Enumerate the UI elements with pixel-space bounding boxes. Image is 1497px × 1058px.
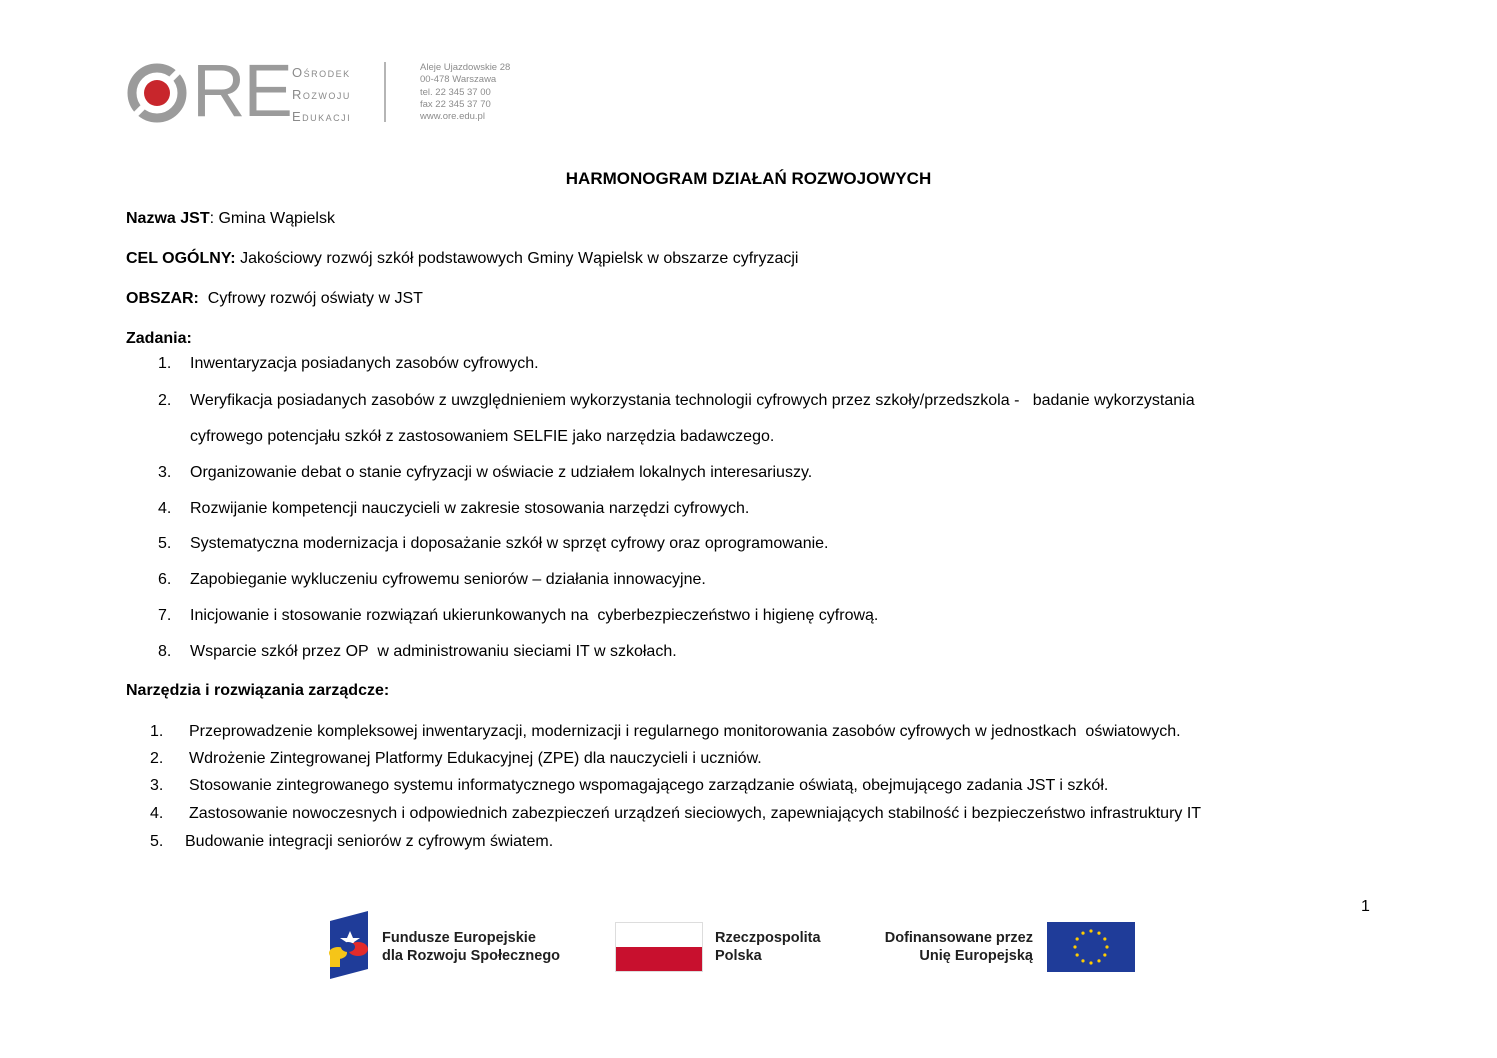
task-number: 1. (158, 355, 172, 372)
task-number: 2. (158, 392, 172, 409)
website-line: www.ore.edu.pl (420, 111, 485, 123)
task-number: 7. (158, 607, 172, 624)
eu-flag-icon (1047, 922, 1135, 972)
task-continuation: cyfrowego potencjału szkół z zastosowaniem SELFIE jako narzędzia badawczego. (190, 428, 775, 445)
task-text: Zapobieganie wykluczeniu cyfrowemu seniorów – działania innowacyjne. (190, 571, 706, 588)
field-jst-name (126, 210, 335, 228)
ore-logo (126, 49, 526, 132)
tool-item (150, 805, 1201, 823)
field-area (126, 290, 423, 308)
task-item (158, 643, 677, 661)
fundusze-europejskie-text (382, 929, 560, 965)
eu-star-icon (1076, 953, 1079, 956)
eu-line: Dofinansowane przez (884, 930, 1033, 946)
tool-text: Przeprowadzenie kompleksowej inwentaryzacji, modernizacji i regularnego monitorowania zasobów cyfrowych w jednostkach oświatowych. (189, 723, 1181, 740)
task-item (158, 607, 878, 625)
task-text: Inicjowanie i stosowanie rozwiązań ukierunkowanych na cyberbezpieczeństwo i higienę cyfrową. (190, 607, 879, 624)
field-label: OBSZAR: (126, 290, 199, 307)
pl-line: Polska (715, 948, 762, 964)
task-number: 3. (158, 464, 172, 481)
eu-star-icon (1081, 932, 1084, 935)
org-address (420, 62, 510, 123)
logo-divider (384, 62, 386, 122)
tool-text: Wdrożenie Zintegrowanej Platformy Edukacyjnej (ZPE) dla nauczycieli i uczniów. (189, 750, 762, 767)
tool-number: 1. (150, 723, 164, 740)
org-name-line: Rozwoju (292, 87, 351, 102)
field-label: CEL OGÓLNY: (126, 250, 236, 267)
task-number: 8. (158, 643, 172, 660)
tool-text: Stosowanie zintegrowanego systemu informatycznego wspomagającego zarządzanie oświatą, obejmującego zadania JST i szkół. (189, 777, 1109, 794)
eu-star-icon (1089, 961, 1092, 964)
field-value: Gmina Wąpielsk (218, 210, 335, 227)
eu-line: Unię Europejską (919, 948, 1033, 964)
eu-star-icon (1073, 945, 1076, 948)
fax-line: fax 22 345 37 70 (420, 98, 491, 110)
fundusze-europejskie-logo-icon (328, 911, 370, 979)
tool-item (150, 833, 553, 851)
address-line: Aleje Ujazdowskie 28 (420, 62, 511, 73)
eu-star-icon (1097, 932, 1100, 935)
ore-letters: RE (192, 49, 291, 132)
eu-star-icon (1081, 959, 1084, 962)
eu-star-icon (1105, 945, 1108, 948)
eu-star-icon (1103, 937, 1106, 940)
field-separator (199, 290, 208, 307)
org-name-line: Ośrodek (292, 65, 351, 80)
document-title: HARMONOGRAM DZIAŁAŃ ROZWOJOWYCH (565, 169, 932, 188)
task-text: Systematyczna modernizacja i doposażanie szkół w sprzęt cyfrowy oraz oprogramowanie. (190, 535, 829, 552)
field-value: Jakościowy rozwój szkół podstawowych Gminy Wąpielsk w obszarze cyfryzacji (240, 250, 799, 267)
task-item (158, 392, 1195, 410)
field-separator: : (209, 210, 219, 227)
tool-number: 5. (150, 833, 164, 850)
tool-item (150, 750, 762, 768)
tools-heading: Narzędzia i rozwiązania zarządcze: (126, 682, 390, 699)
ore-circle-icon (126, 62, 188, 124)
org-name-line: Edukacji (292, 109, 352, 124)
task-text: Weryfikacja posiadanych zasobów z uwzględnieniem wykorzystania technologii cyfrowych przez szkoły/przedszkola - badanie wykorzystania (190, 392, 1195, 409)
eu-star-icon (1097, 959, 1100, 962)
org-name (292, 62, 351, 128)
task-number: 5. (158, 535, 172, 552)
tool-number: 3. (150, 777, 164, 794)
tool-item (150, 723, 1181, 741)
field-label: Nazwa JST (126, 210, 210, 227)
eu-star-icon (1089, 929, 1092, 932)
eu-cofinanced-text (860, 929, 1033, 965)
polish-flag-icon (615, 922, 703, 972)
tool-number: 2. (150, 750, 164, 767)
task-item (158, 464, 812, 482)
fe-line: dla Rozwoju Społecznego (382, 948, 561, 964)
task-text: Wsparcie szkół przez OP w administrowaniu sieciami IT w szkołach. (190, 643, 677, 660)
task-text: Rozwijanie kompetencji nauczycieli w zakresie stosowania narzędzi cyfrowych. (190, 500, 750, 517)
task-number: 6. (158, 571, 172, 588)
task-item (158, 355, 539, 373)
rzeczpospolita-polska-text (715, 929, 821, 965)
eu-star-icon (1076, 937, 1079, 940)
task-item (158, 571, 706, 589)
tool-item (150, 777, 1108, 795)
fe-line: Fundusze Europejskie (382, 930, 536, 946)
eu-star-icon (1103, 953, 1106, 956)
address-line: 00-478 Warszawa (420, 74, 497, 86)
pl-line: Rzeczpospolita (715, 930, 821, 946)
tool-number: 4. (150, 805, 164, 822)
field-general-goal (126, 250, 798, 268)
field-value: Cyfrowy rozwój oświaty w JST (207, 290, 423, 307)
tool-text: Budowanie integracji seniorów z cyfrowym światem. (185, 833, 554, 850)
task-item (158, 500, 749, 518)
task-text: Organizowanie debat o stanie cyfryzacji w oświacie z udziałem lokalnych interesariuszy. (190, 464, 813, 481)
tool-text: Zastosowanie nowoczesnych i odpowiednich zabezpieczeń urządzeń sieciowych, zapewniających stabilność i bezpieczeństwo infrastruktury IT (189, 805, 1202, 822)
task-item (158, 535, 829, 553)
task-text: Inwentaryzacja posiadanych zasobów cyfrowych. (190, 355, 539, 372)
phone-line: tel. 22 345 37 00 (420, 86, 491, 98)
task-number: 4. (158, 500, 172, 517)
page-number: 1 (1361, 898, 1370, 915)
tasks-heading: Zadania: (126, 330, 192, 347)
